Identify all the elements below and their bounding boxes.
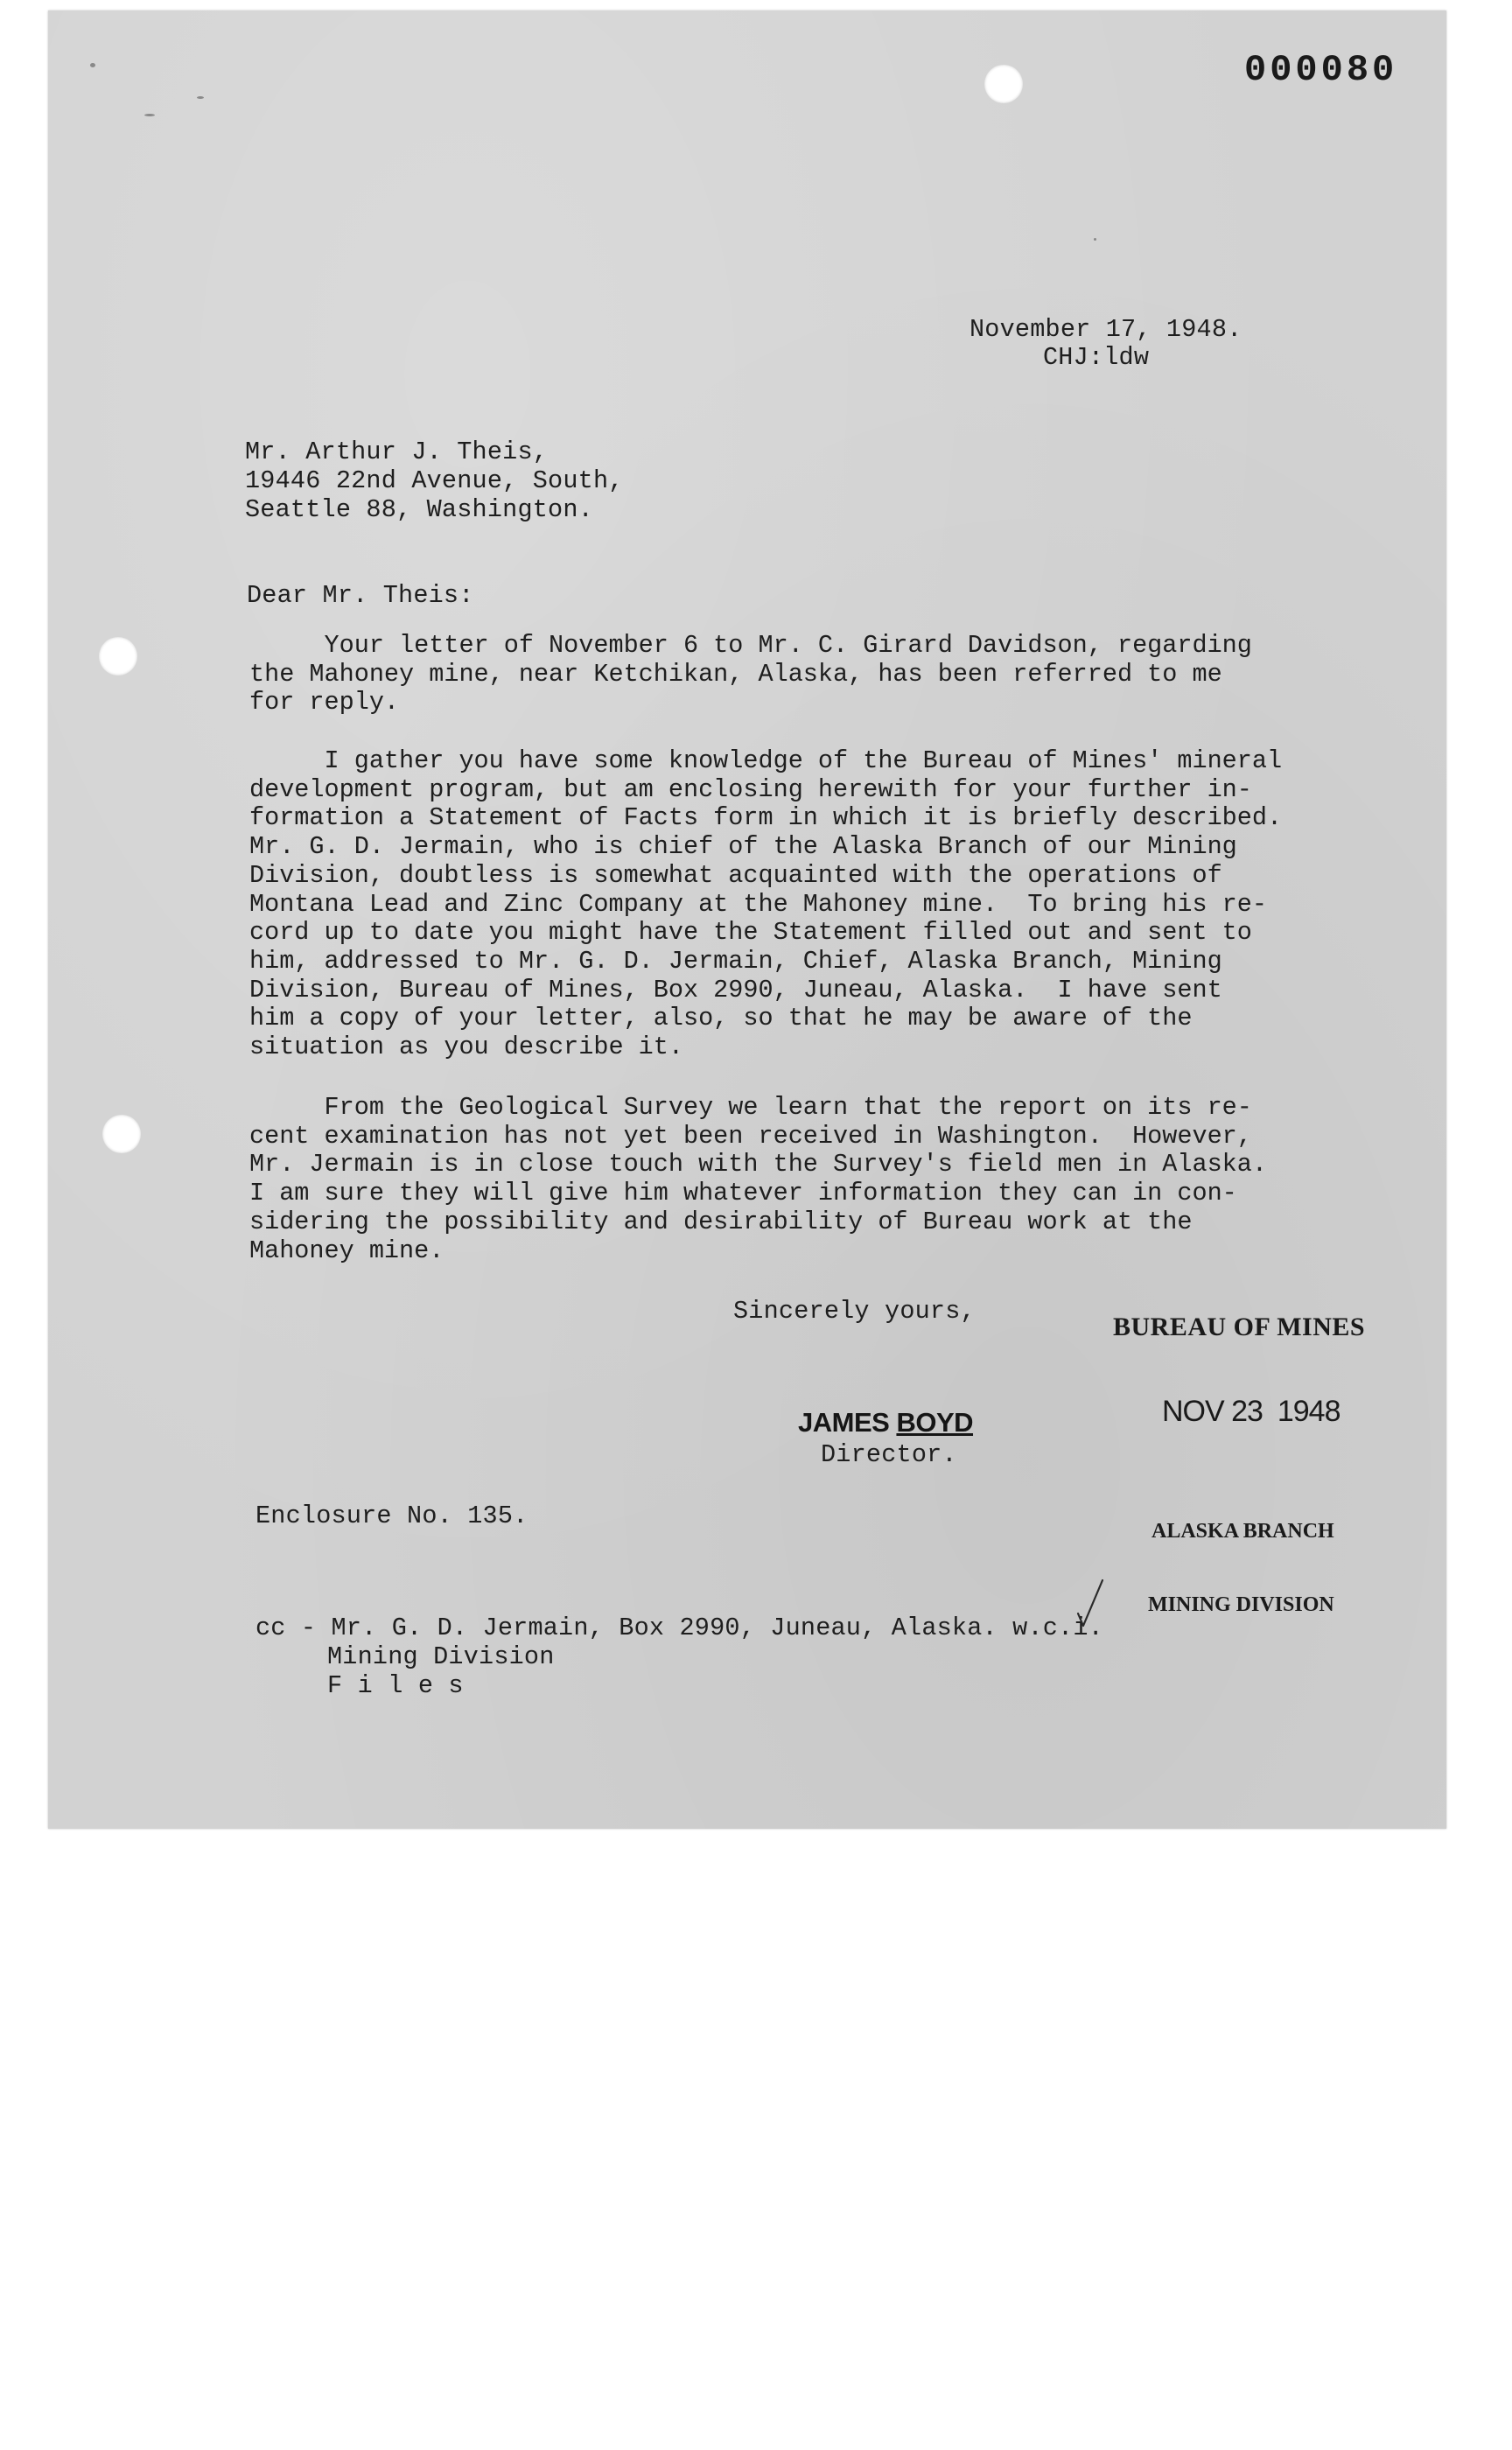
signature-last-name: BOYD [896, 1407, 974, 1438]
paragraph-line: him, addressed to Mr. G. D. Jermain, Chief, Alaska Branch, Mining [249, 946, 1222, 976]
salutation: Dear Mr. Theis: [247, 581, 474, 610]
paragraph-line: Mr. G. D. Jermain, who is chief of the Alaska Branch of our Mining [249, 832, 1237, 862]
ink-smudge [90, 63, 95, 67]
punch-hole-top [984, 65, 1023, 103]
cc-line: cc - Mr. G. D. Jermain, Box 2990, Juneau, Alaska. w.c.i. [256, 1614, 1103, 1642]
paragraph-line: Mr. Jermain is in close touch with the Survey's field men in Alaska. [249, 1150, 1267, 1180]
paragraph-line: I gather you have some knowledge of the Bureau of Mines' mineral [249, 746, 1283, 775]
signature-first-name: JAMES [798, 1407, 890, 1438]
enclosure-note: Enclosure No. 135. [256, 1502, 528, 1530]
reference-initials: CHJ:ldw [1043, 343, 1150, 372]
cc-files: F i l e s [327, 1671, 464, 1700]
recipient-city: Seattle 88, Washington. [245, 495, 593, 524]
received-stamp-branch [1148, 1470, 1334, 1642]
recipient-name: Mr. Arthur J. Theis, [245, 438, 549, 466]
paragraph-line: formation a Statement of Facts form in which it is briefly described. [249, 803, 1283, 833]
paragraph-line: him a copy of your letter, also, so that he may be aware of the [249, 1004, 1193, 1033]
letter-date: November 17, 1948. [970, 315, 1242, 344]
received-stamp-date: NOV 23 1948 [1162, 1395, 1340, 1428]
ink-smudge [1094, 238, 1096, 241]
signer-title: Director. [821, 1440, 957, 1469]
closing: Sincerely yours, [733, 1297, 976, 1326]
paragraph-2 [249, 747, 1282, 1062]
paragraph-line: cord up to date you might have the Statement filled out and sent to [249, 918, 1252, 948]
paragraph-line: for reply. [249, 688, 400, 718]
ink-smudge [197, 96, 204, 99]
paragraph-line: From the Geological Survey we learn that the report on its re- [249, 1093, 1252, 1122]
paragraph-line: Mahoney mine. [249, 1236, 444, 1265]
stamp-branch-line: ALASKA BRANCH [1152, 1520, 1334, 1543]
paragraph-line: cent examination has not yet been received in Washington. However, [249, 1121, 1252, 1151]
paragraph-1 [249, 632, 1282, 718]
paragraph-line: Division, Bureau of Mines, Box 2990, Juneau, Alaska. I have sent [249, 975, 1222, 1004]
recipient-street: 19446 22nd Avenue, South, [245, 466, 624, 495]
stamp-division-line: MINING DIVISION [1148, 1593, 1334, 1616]
signature [798, 1407, 973, 1438]
punch-hole-lower [102, 1115, 141, 1153]
paragraph-3 [249, 1094, 1282, 1265]
paragraph-line: the Mahoney mine, near Ketchikan, Alaska, has been referred to me [249, 659, 1222, 689]
paragraph-line: Division, doubtless is somewhat acquainted with the operations of [249, 860, 1222, 890]
paragraph-line: I am sure they will give him whatever information they can in con- [249, 1179, 1237, 1208]
paragraph-line: Your letter of November 6 to Mr. C. Girard Davidson, regarding [249, 631, 1252, 660]
cc-mining-division: Mining Division [327, 1642, 555, 1671]
paragraph-line: development program, but am enclosing herewith for your further in- [249, 774, 1252, 804]
paragraph-line: situation as you describe it. [249, 1032, 683, 1062]
checkmark-icon [1074, 1578, 1106, 1631]
paragraph-line: sidering the possibility and desirability of Bureau work at the [249, 1207, 1193, 1236]
paragraph-line: Montana Lead and Zinc Company at the Mahoney mine. To bring his re- [249, 889, 1267, 919]
punch-hole-middle [99, 637, 137, 676]
received-stamp-agency: BUREAU OF MINES [1113, 1312, 1366, 1341]
ink-smudge [144, 114, 155, 116]
document-number: 000080 [1244, 49, 1398, 91]
